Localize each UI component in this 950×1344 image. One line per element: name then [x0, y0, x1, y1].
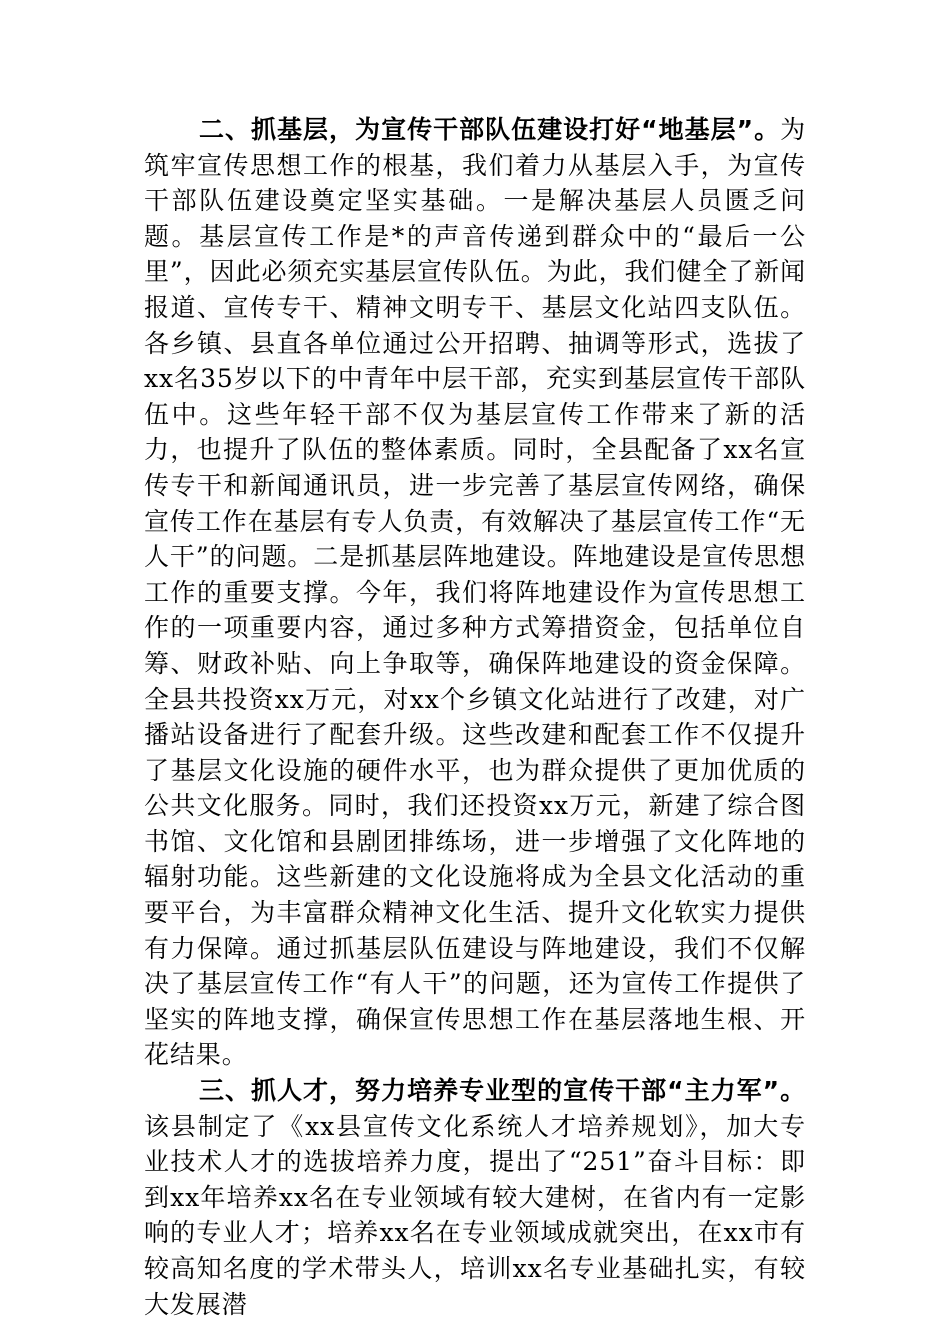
paragraph-body: 该县制定了《xx县宣传文化系统人才培养规划》，加大专业技术人才的选拔培养力度，提出了“251”奋斗目标：即到xx年培养xx名在专业领域有较大建树，在省内有一定影响的专业人才；培养xx名在专业领域成就突出，在xx市有较高知名度的学术带头人，培训xx名专业基础扎实，有较大发展潜 [144, 1111, 806, 1319]
paragraph-grassroots [144, 112, 806, 1073]
document-page [144, 112, 806, 1322]
paragraph-talent [144, 1073, 806, 1322]
paragraph-heading: 二、抓基层，为宣传干部队伍建设打好“地基层”。 [199, 115, 781, 144]
paragraph-body: 为筑牢宣传思想工作的根基，我们着力从基层入手，为宣传干部队伍建设奠定坚实基础。一是解决基层人员匮乏问题。基层宣传工作是*的声音传递到群众中的“最后一公里”，因此必须充实基层宣传队伍。为此，我们健全了新闻报道、宣传专干、精神文明专干、基层文化站四支队伍。各乡镇、县直各单位通过公开招聘、抽调等形式，选拔了xx名35岁以下的中青年中层干部，充实到基层宣传干部队伍中。这些年轻干部不仅为基层宣传工作带来了新的活力，也提升了队伍的整体素质。同时，全县配备了xx名宣传专干和新闻通讯员，进一步完善了基层宣传网络，确保宣传工作在基层有专人负责，有效解决了基层宣传工作“无人干”的问题。二是抓基层阵地建设。阵地建设是宣传思想工作的重要支撑。今年，我们将阵地建设作为宣传思想工作的一项重要内容，通过多种方式筹措资金，包括单位自筹、财政补贴、向上争取等，确保阵地建设的资金保障。全县共投资xx万元，对xx个乡镇文化站进行了改建，对广播站设备进行了配套升级。这些改建和配套工作不仅提升了基层文化设施的硬件水平，也为群众提供了更加优质的公共文化服务。同时，我们还投资xx万元，新建了综合图书馆、文化馆和县剧团排练场，进一步增强了文化阵地的辐射功能。这些新建的文化设施将成为全县文化活动的重要平台，为丰富群众精神文化生活、提升文化软实力提供有力保障。通过抓基层队伍建设与阵地建设，我们不仅解决了基层宣传工作“有人干”的问题，还为宣传工作提供了坚实的阵地支撑，确保宣传思想工作在基层落地生根、开花结果。 [144, 115, 806, 1070]
paragraph-heading: 三、抓人才，努力培养专业型的宣传干部“主力军”。 [199, 1076, 806, 1106]
